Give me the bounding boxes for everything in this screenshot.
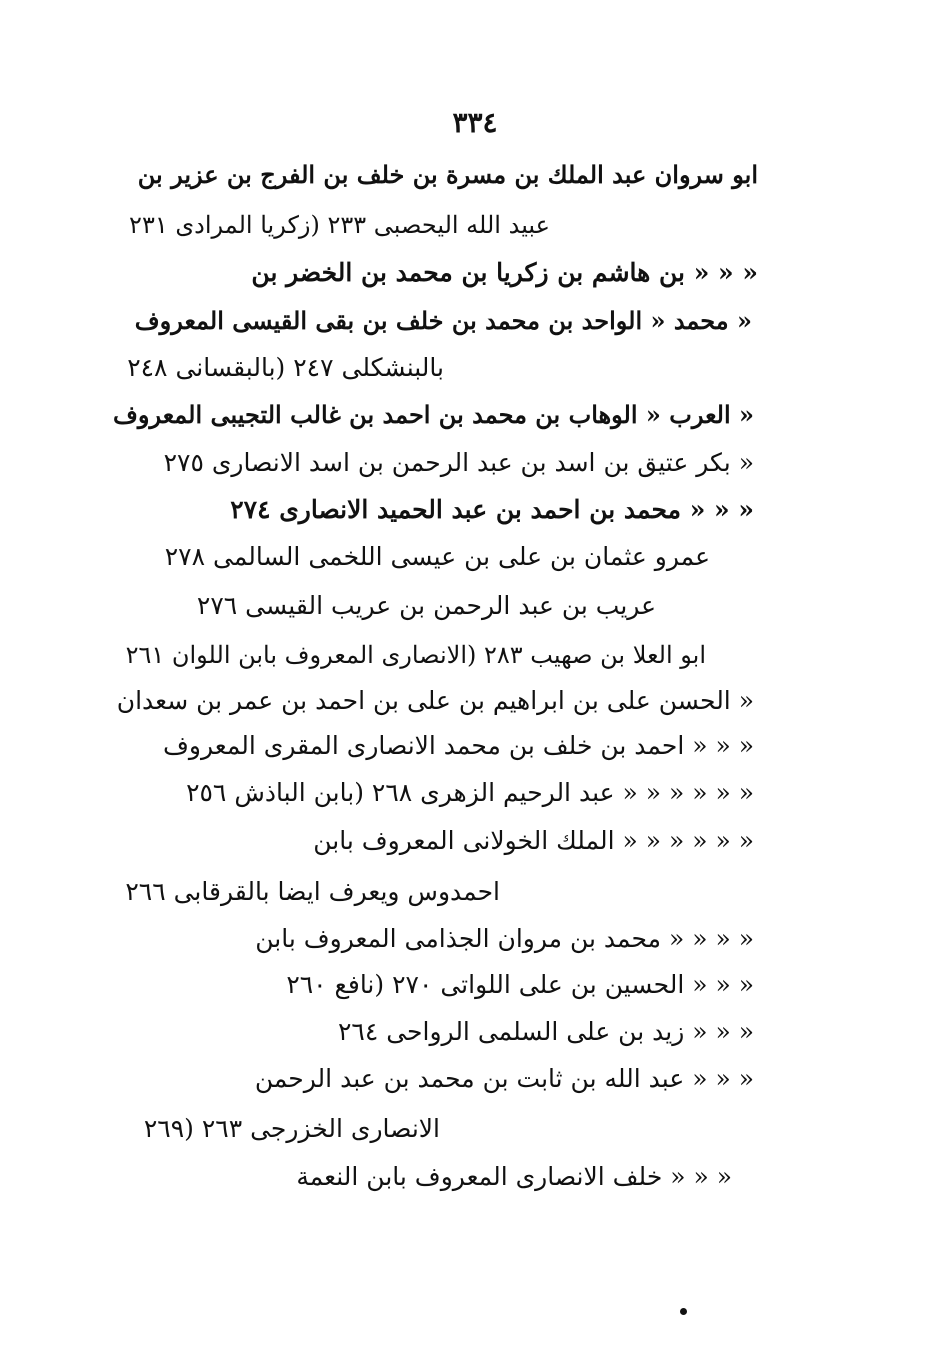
ink-dot [680,1308,687,1315]
text-line: « محمد « الواحد بن محمد بن خلف بن بقى القيسى المعروف [134,306,752,335]
text-line: « « « احمد بن خلف بن محمد الانصارى المقرى المعروف [162,731,754,760]
text-line: « « « محمد بن احمد بن عبد الحميد الانصارى ٢٧٤ [230,495,754,524]
text-line: « « « زيد بن على السلمى الرواحى ٢٦٤ [337,1017,754,1046]
text-line: « « « « محمد بن مروان الجذامى المعروف بابن [255,924,754,953]
text-line: « « « بن هاشم بن زكريا بن محمد بن الخضر بن [251,258,758,287]
text-line: احمدوس ويعرف ايضا بالقرقابى ٢٦٦ [125,877,500,906]
text-line: « الحسن على بن ابراهيم بن على بن احمد بن عمر بن سعدان [116,686,754,715]
text-line: « « « خلف الانصارى المعروف بابن النعمة [296,1162,732,1191]
text-line: بالبنشكلى ٢٤٧ (بالبقسانى ٢٤٨ [127,353,444,382]
text-line: « العرب « الوهاب بن محمد بن احمد بن غالب التجيبى المعروف [113,400,754,429]
text-line: « « « « « « عبد الرحيم الزهرى ٢٦٨ (بابن الباذش ٢٥٦ [186,778,754,807]
page-number: ٣٣٤ [452,106,498,139]
text-line: الانصارى الخزرجى ٢٦٣ (٢٦٩ [143,1114,440,1143]
text-line: عمرو عثمان بن على بن عيسى اللخمى السالمى ٢٧٨ [164,542,710,571]
text-line: « « « الحسين بن على اللواتى ٢٧٠ (نافع ٢٦٠ [286,970,754,999]
text-line: ابو سروان عبد الملك بن مسرة بن خلف بن الفرج بن عزير بن [137,160,758,189]
text-line: « « « « « « الملك الخولانى المعروف بابن [313,826,754,855]
text-line: « بكر عتيق بن اسد بن عبد الرحمن بن اسد الانصارى ٢٧٥ [163,448,754,477]
text-line: عبيد الله اليحصبى ٢٣٣ (زكريا المرادى ٢٣١ [129,211,550,239]
text-line: « « « عبد الله بن ثابت بن محمد بن عبد الرحمن [254,1064,754,1093]
text-line: عريب بن عبد الرحمن بن عريب القيسى ٢٧٦ [196,591,656,620]
text-line: ابو العلا بن صهيب ٢٨٣ (الانصارى المعروف بابن اللوان ٢٦١ [125,641,706,669]
